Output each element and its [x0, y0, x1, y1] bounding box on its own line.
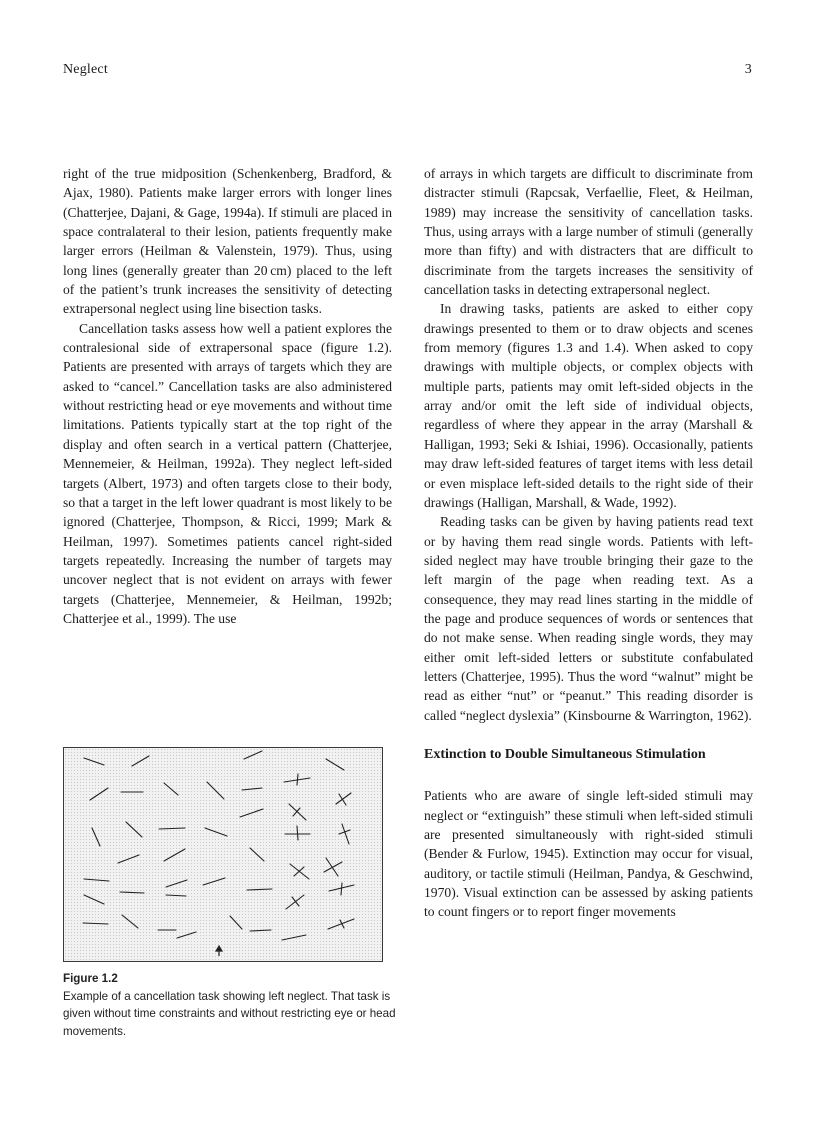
- cancel-mark: [341, 883, 342, 895]
- line-stimulus: [240, 809, 263, 817]
- line-stimulus: [207, 782, 224, 799]
- line-stimulus: [242, 788, 262, 790]
- cancel-mark: [324, 862, 342, 872]
- line-stimulus: [166, 880, 187, 887]
- line-stimulus: [84, 758, 104, 765]
- left-column: [63, 164, 392, 628]
- line-stimulus: [132, 756, 149, 766]
- line-stimulus: [126, 822, 142, 837]
- line-stimulus: [84, 879, 109, 881]
- cancel-mark: [339, 794, 346, 805]
- line-stimulus: [120, 892, 144, 893]
- page-number: 3: [744, 62, 752, 77]
- paragraph: Cancellation tasks assess how well a patient explores the contralesional side of extrapersonal space (figure 1.2). Patients are presented with arrays of targets which they are asked to “cancel.” Cancellation tasks are also administered without restricting head or eye movements and without time limitations. Patients typically start at the top right of the display and often search in a vertical pattern (Chatterjee, Mennemeier, & Heilman, 1992a). They neglect left-sided targets (Albert, 1973) and often targets close to their body, so that a target in the left lower quadrant is most likely to be ignored (Chatterjee, Thompson, & Ricci, 1999; Mark & Heilman, 1997). Sometimes patients cancel right-sided targets repeatedly. Increasing the number of targets may uncover neglect that is not evident on arrays with fewer targets (Chatterjee, Mennemeier, & Heilman, 1992b; Chatterjee et al., 1999). The use: [63, 320, 392, 626]
- center-marker-arrow-icon: [216, 946, 222, 956]
- section-heading: Extinction to Double Simultaneous Stimulation: [424, 746, 706, 762]
- line-stimulus: [244, 751, 262, 759]
- line-stimulus: [122, 915, 138, 928]
- line-stimulus: [205, 828, 227, 836]
- paragraph: Patients who are aware of single left-sided stimuli may neglect or “extinguish” these stimuli when left-sided stimuli are presented simultaneously with right-sided stimuli (Bender & Furlow, 1945). Extinction may occur for visual, auditory, or tactile stimuli (Heilman, Pandya, & Geschwind, 1970). Visual extinction can be assessed by asking patients to count fingers or to report finger movements: [424, 788, 753, 920]
- line-stimulus: [164, 783, 178, 795]
- paragraph: right of the true midposition (Schenkenberg, Bradford, & Ajax, 1980). Patients make larger errors with longer lines (Chatterjee, Dajani, & Gage, 1994a). If stimuli are placed in space contralateral to their lesion, patients frequently make larger errors (Heilman & Valenstein, 1979). Thus, using long lines (generally greater than 20 cm) placed to the left of the patient’s trunk increases the sensitivity of detecting extrapersonal neglect using line bisection tasks.: [63, 166, 392, 317]
- line-stimulus: [118, 855, 139, 863]
- cancel-mark: [297, 826, 298, 840]
- line-stimulus: [286, 895, 304, 909]
- line-stimulus: [247, 889, 272, 890]
- line-stimulus: [166, 895, 186, 896]
- line-stimulus: [164, 849, 185, 861]
- figure-label: Figure 1.2: [63, 972, 118, 985]
- line-stimulus: [336, 793, 351, 804]
- cancellation-array-drawing: [64, 748, 382, 961]
- cancel-mark: [297, 774, 298, 785]
- line-stimulus: [250, 930, 271, 931]
- line-stimulus: [250, 848, 264, 861]
- figure-caption: [63, 970, 398, 1040]
- line-stimulus: [177, 932, 196, 938]
- running-head-title: Neglect: [63, 62, 108, 77]
- figure-caption-text: Example of a cancellation task showing left neglect. That task is given without time constraints and without restricting eye or head movements.: [63, 989, 396, 1038]
- line-stimulus: [159, 828, 185, 829]
- line-stimulus: [203, 878, 225, 885]
- cancellation-task-figure: [63, 747, 383, 962]
- line-stimulus: [282, 935, 306, 940]
- line-stimulus: [90, 788, 108, 800]
- line-stimulus: [326, 759, 344, 770]
- line-stimulus: [328, 919, 354, 929]
- line-stimulus: [289, 804, 306, 820]
- paragraph: of arrays in which targets are difficult to discriminate from distracter stimuli (Rapcsak, Verfaellie, Fleet, & Heilman, 1989) may increase the sensitivity of cancellation tasks. Thus, using arrays with a large number of stimuli (generally more than fifty) and with distracters that are difficult to discriminate from the targets increases the sensitivity of cancellation tasks in detecting extrapersonal neglect.: [424, 166, 753, 298]
- paragraph: Reading tasks can be given by having patients read text or by having them read single words. Patients with left-sided neglect may have trouble bringing their gaze to the left margin of the page when reading text. As a consequence, they may read lines starting in the middle of the page and produce sequences of words or sentences that do not make sense. When reading single words, they may either omit left-sided letters or substitute confabulated letters (Chatterjee, 1995). Thus the word “walnut” might be read as either “nut” or “peanut.” This reading disorder is called “neglect dyslexia” (Kinsbourne & Warrington, 1962).: [424, 514, 753, 723]
- cancel-mark: [292, 897, 299, 906]
- line-stimulus: [342, 824, 349, 844]
- line-stimulus: [230, 916, 242, 929]
- line-stimulus: [83, 923, 108, 924]
- right-column: [424, 164, 753, 922]
- line-stimulus: [92, 828, 100, 846]
- paragraph: In drawing tasks, patients are asked to either copy drawings presented to them or to draw objects and scenes from memory (figures 1.3 and 1.4). When asked to copy drawings with multiple objects, or complex objects with multiple parts, patients may omit left-sided objects in the array and/or omit the left side of individual objects, regardless of where they appear in the array (Marshall & Halligan, 1993; Seki & Ishiai, 1996). Occasionally, patients may draw left-sided features of target items with less detail or even misplace left-sided details to the right side of their drawings (Halligan, Marshall, & Wade, 1992).: [424, 301, 753, 510]
- line-stimulus: [84, 895, 104, 904]
